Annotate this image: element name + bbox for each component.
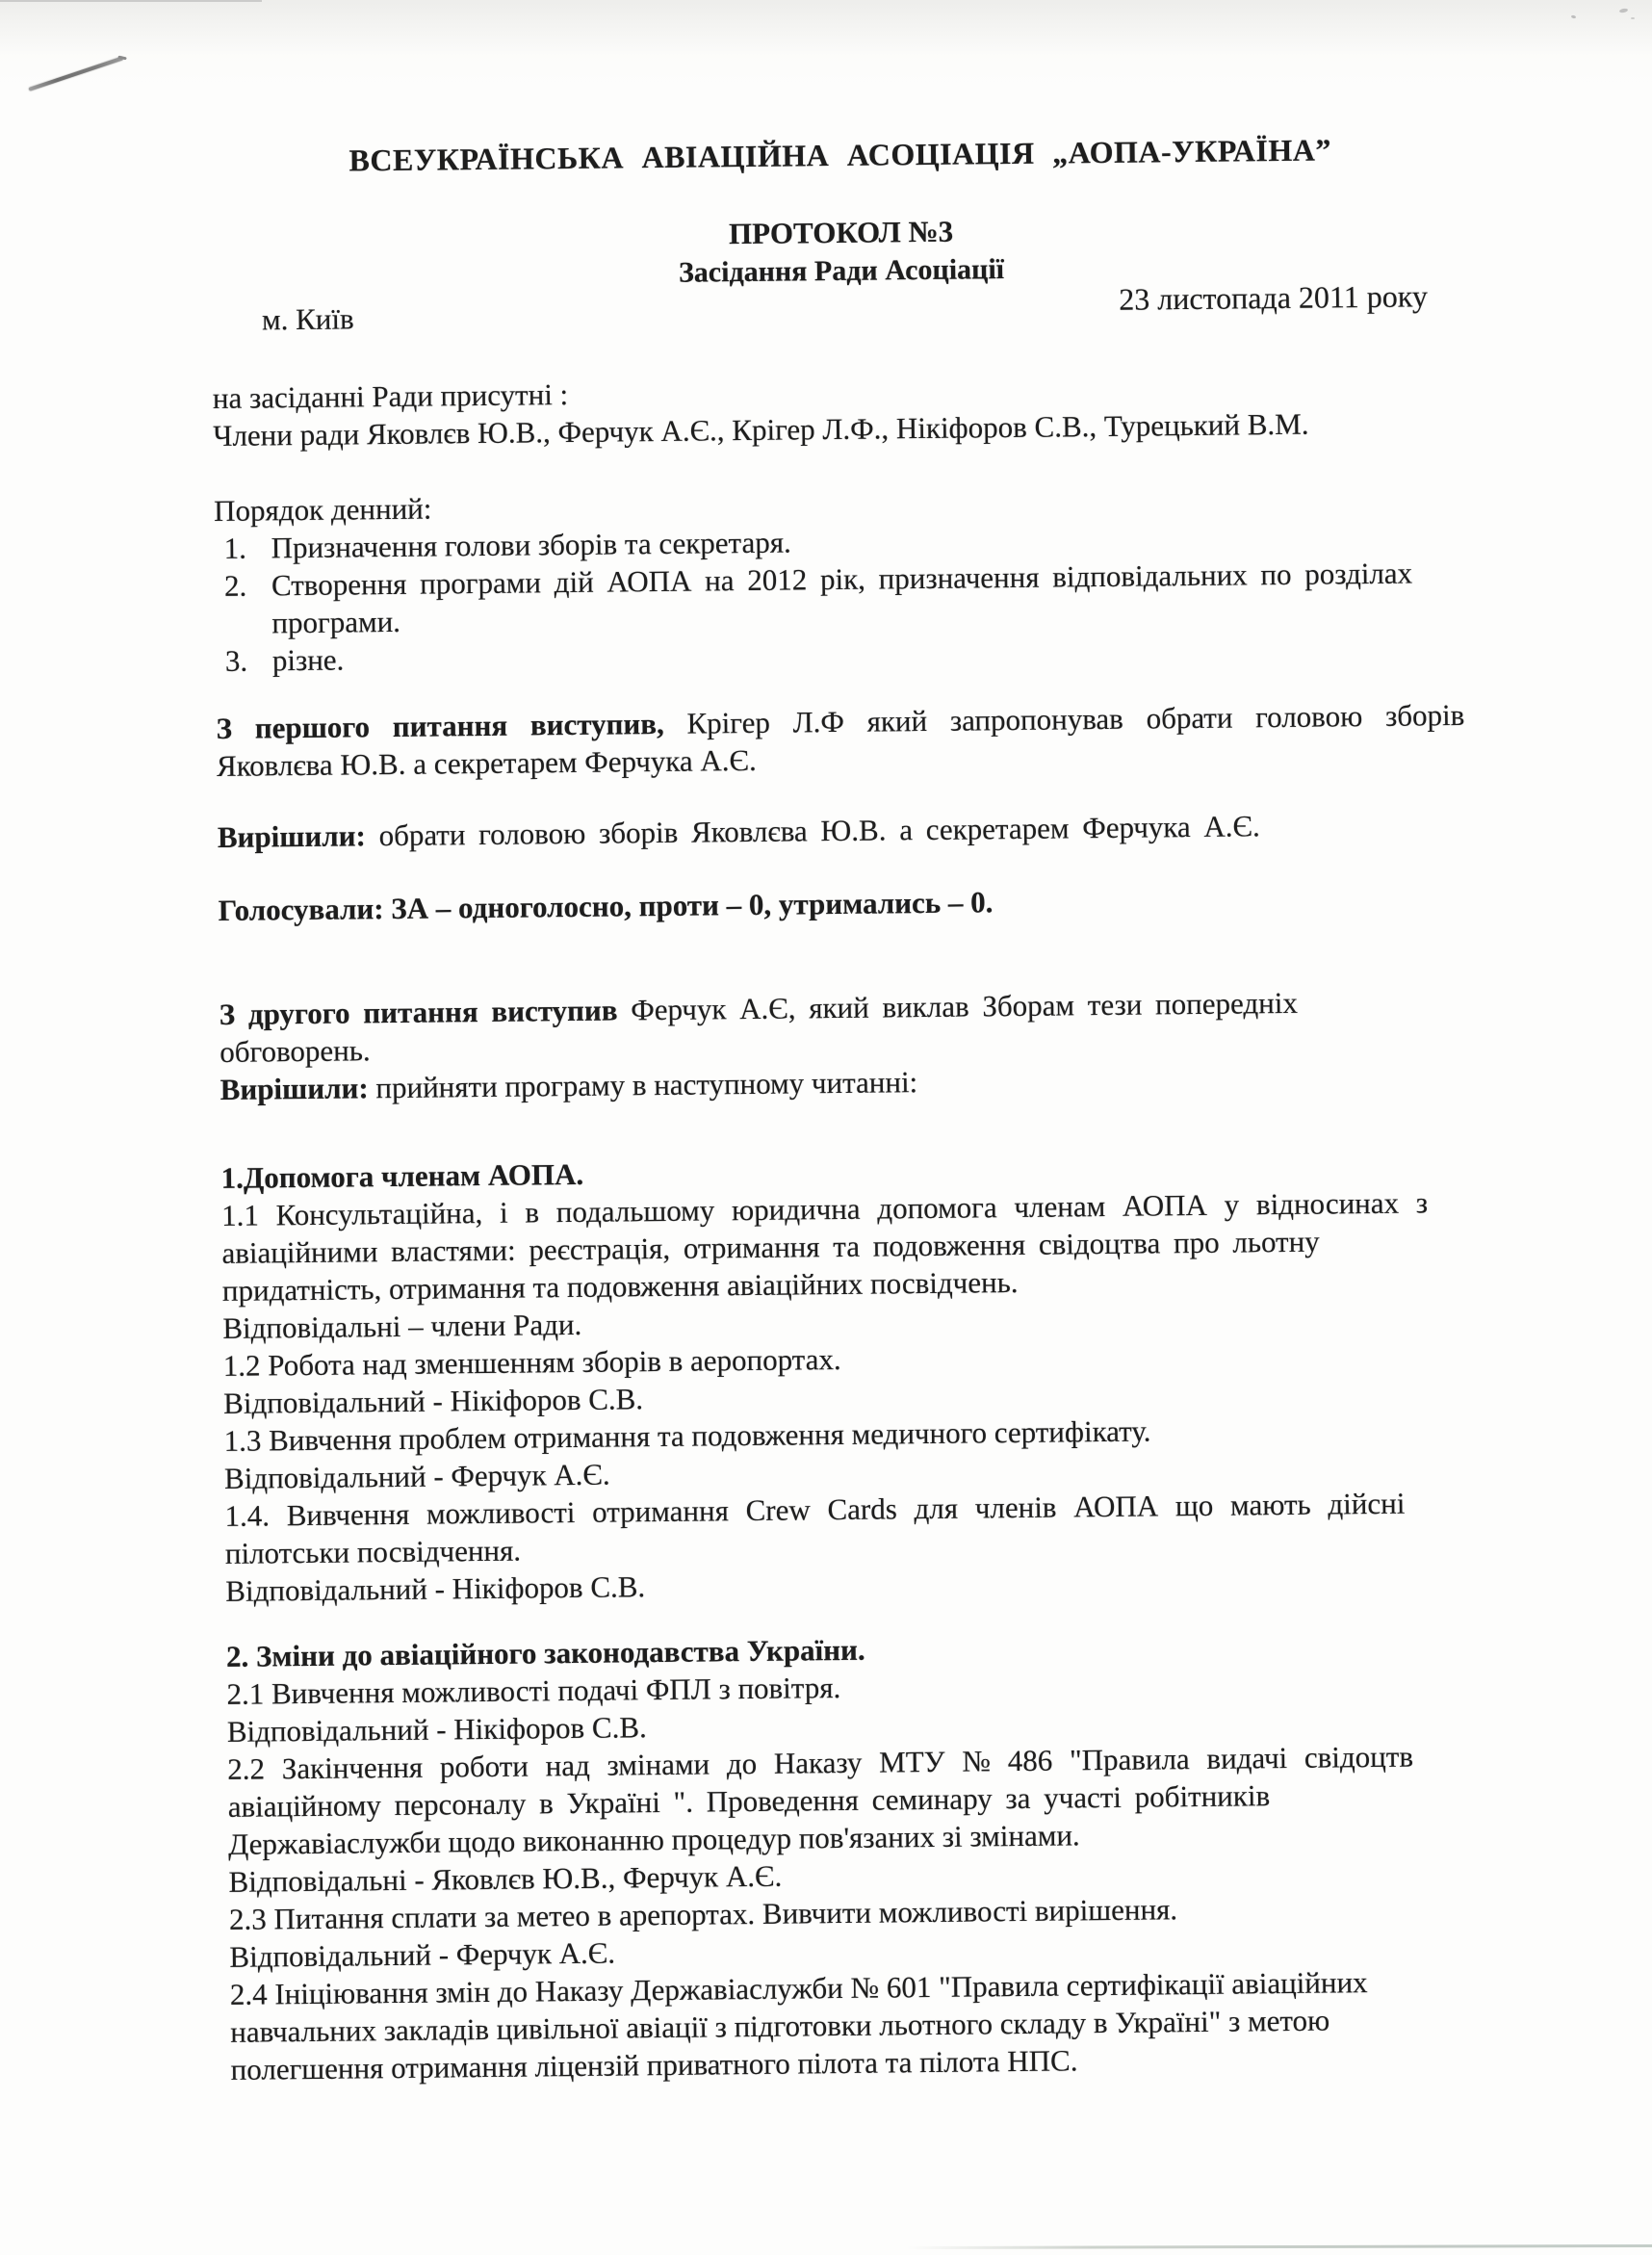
item-1-1-line-3: придатність, отримання та подовження авіаційних посвідчень. <box>221 1264 1019 1308</box>
scan-bottom-line-artifact <box>907 2244 1652 2249</box>
item-2-1: 2.1 Вивчення можливості подачі ФПЛ з повітря. <box>226 1671 841 1711</box>
agenda-item-3-number: 3. <box>224 643 248 678</box>
vote-result: Голосували: ЗА – одноголосно, проти – 0, утримались – 0. <box>218 885 994 927</box>
agenda-item-1-number: 1. <box>223 531 247 565</box>
responsible-2-1: Відповідальний - Нікіфоров С.В. <box>226 1710 647 1749</box>
agenda-heading: Порядок денний: <box>213 491 432 528</box>
question-1-statement-line-2: Яковлєва Ю.В. а секретарем Ферчука А.Є. <box>216 742 757 783</box>
item-2-2-line-3: Державіаслужби щодо виконанню процедур пов'язаних зі змінами. <box>227 1818 1080 1861</box>
item-2-2-line-2: авіаційному персоналу в Україні ". Проведення семинару за участі робітників <box>227 1778 1271 1824</box>
question-1-decision <box>218 804 1516 856</box>
agenda-item-3-text: різне. <box>271 642 345 678</box>
item-2-2-line-1: 2.2 Закінчення роботи над змінами до Наказу МТУ № 486 "Правила видачі свідоцтв <box>227 1739 1414 1786</box>
section-1-heading: 1.Допомога членам АОПА. <box>220 1156 584 1195</box>
meeting-subtitle: Засідання Ради Асоціації <box>678 253 1005 289</box>
protocol-number: ПРОТОКОЛ №3 <box>728 214 954 251</box>
item-2-4-line-3: полегшення отримання ліцензій приватного пілота та пілота НПС. <box>230 2043 1078 2087</box>
item-1-4-line-1: 1.4. Вивчення можливості отримання Crew Cards для членів АОПА що мають дійсні <box>224 1486 1406 1533</box>
responsible-2-2: Відповідальні - Яковлєв Ю.В., Ферчук А.Є. <box>228 1858 783 1899</box>
responsible-1-1: Відповідальні – члени Ради. <box>222 1307 582 1345</box>
section-2-heading: 2. Зміни до авіаційного законодавства України. <box>225 1632 865 1673</box>
agenda-item-1-text: Призначення голови зборів та секретаря. <box>271 525 791 565</box>
agenda-item-2-number: 2. <box>223 568 247 603</box>
scan-top-shadow <box>0 0 1652 56</box>
item-1-3: 1.3 Вивчення проблем отримання та подовження медичного сертифікату. <box>223 1413 1151 1458</box>
pencil-mark <box>28 56 123 91</box>
responsible-2-3: Відповідальний - Ферчук А.Є. <box>229 1935 616 1974</box>
city-label: м. Київ <box>261 301 354 337</box>
item-1-2: 1.2 Робота над зменшенням зборів в аеропортах. <box>222 1341 841 1383</box>
agenda-item-2-text-line-2: програми. <box>271 604 401 640</box>
item-1-1-line-2: авіаційними властями: реєстрація, отримання та подовження свідоцтва про льотну <box>221 1224 1320 1270</box>
scan-speck <box>1631 17 1635 19</box>
decision-label: Вирішили: <box>217 818 367 854</box>
document-content <box>210 126 1530 2087</box>
attendance-intro: на засіданні Ради присутні : <box>212 376 569 415</box>
question-1-statement <box>216 695 1515 785</box>
decision-label: Вирішили: <box>219 1071 369 1106</box>
attendance-members: Члени ради Яковлєв Ю.В., Ферчук А.Є., Крігер Л.Ф., Нікіфоров С.В., Турецький В.М. <box>213 406 1309 453</box>
agenda-item-2-text-line-1: Створення програми дій АОПА на 2012 рік, призначення відповідальних по розділах <box>271 556 1413 603</box>
document-header <box>191 127 1491 298</box>
item-2-4-line-1: 2.4 Ініціювання змін до Наказу Державіаслужби № 601 "Правила сертифікації авіаційних <box>229 1965 1368 2011</box>
responsible-1-3: Відповідальний - Ферчук А.Є. <box>223 1457 610 1495</box>
question-2-lead-bold: З другого питання виступив <box>219 993 618 1031</box>
item-2-3: 2.3 Питання сплати за метео в арепортах. Вивчити можливості вирішення. <box>228 1892 1178 1936</box>
responsible-1-4: Відповідальний - Нікіфоров С.В. <box>225 1569 646 1608</box>
scan-edge-artifact <box>0 0 262 2</box>
doc-title: ВСЕУКРАЇНСЬКА АВІАЦІЙНА АСОЦІАЦІЯ „АОПА-УКРАЇНА” <box>348 132 1332 178</box>
question-2-statement-line-2: обговорень. <box>219 1033 371 1069</box>
question-2-statement <box>219 981 1519 1071</box>
question-1-decision-text: обрати головою зборів Яковлєва Ю.В. а секретарем Ферчука А.Є. <box>365 809 1260 853</box>
item-1-4-line-2: пілотськи посвідчення. <box>224 1533 522 1570</box>
attendance-block <box>213 365 1512 454</box>
responsible-1-2: Відповідальний - Нікіфоров С.В. <box>223 1382 644 1420</box>
date-label: 23 листопада 2011 року <box>1119 278 1429 317</box>
question-1-lead-bold: З першого питання виступив, <box>216 706 664 745</box>
question-2-lead-rest: Ферчук А.Є, який виклав Зборам тези попередніх <box>617 985 1299 1027</box>
question-2-decision-text: прийняти програму в наступному читанні: <box>368 1065 918 1105</box>
item-1-1-line-1: 1.1 Консультаційна, і в подальшому юридична допомога членам АОПА у відносинах з <box>220 1185 1429 1232</box>
item-2-4-line-2: навчальних закладів цивільної авіації з підготовки льотного складу в Україні" з метою <box>230 2003 1330 2049</box>
question-1-lead-rest: Крігер Л.Ф який запропонував обрати головою зборів <box>663 697 1465 740</box>
